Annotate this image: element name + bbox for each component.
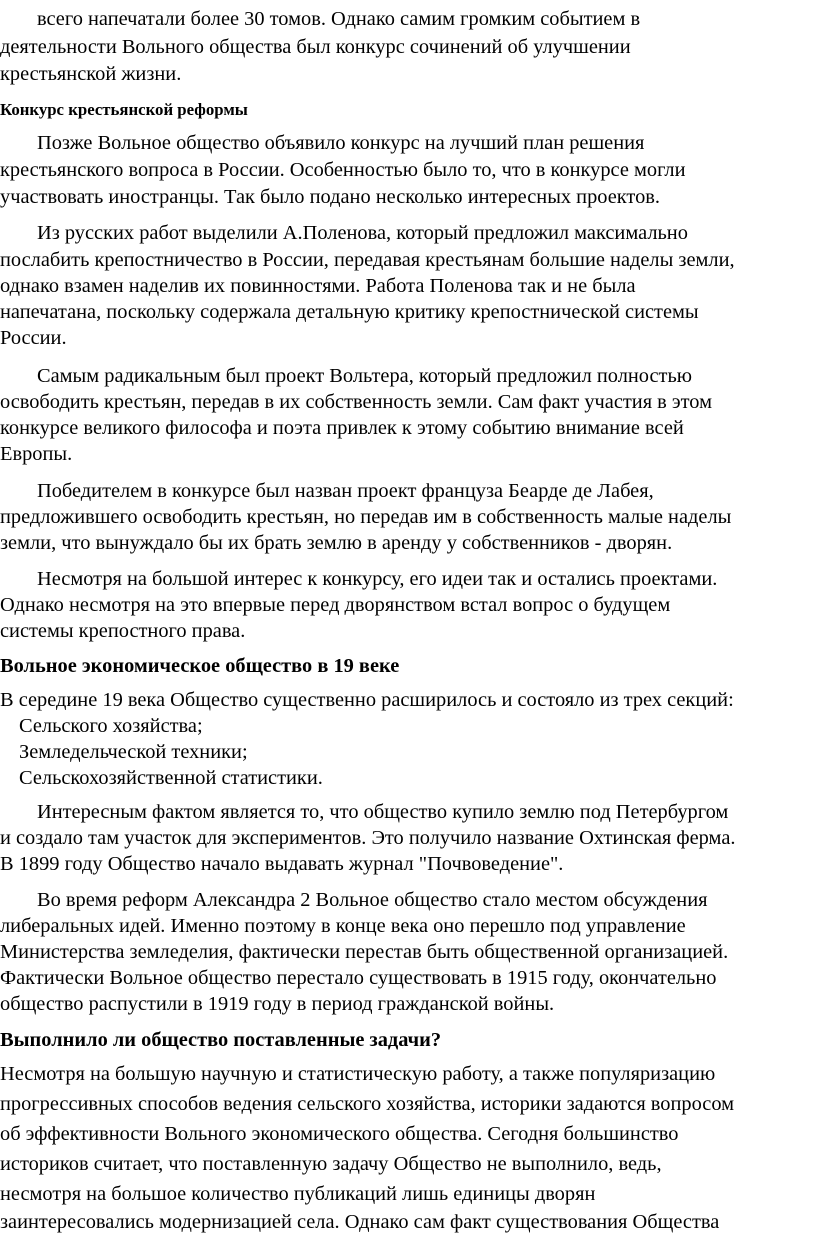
- paragraph-line: Во время реформ Александра 2 Вольное общество стало местом обсуждения: [37, 889, 708, 911]
- paragraph-line: Позже Вольное общество объявило конкурс на лучший план решения: [37, 132, 645, 154]
- paragraph-line: прогрессивных способов ведения сельского хозяйства, историки задаются вопросом: [0, 1093, 735, 1115]
- paragraph-line: крестьянской жизни.: [0, 63, 182, 85]
- paragraph-line: конкурсе великого философа и поэта привлек к этому событию внимание всей: [0, 417, 684, 439]
- list-item: Сельского хозяйства;: [19, 715, 203, 737]
- paragraph-line: Победителем в конкурсе был назван проект француза Беарде де Лабея,: [37, 480, 654, 502]
- paragraph-line: Самым радикальным был проект Вольтера, который предложил полностью: [37, 365, 692, 387]
- paragraph-line: участвовать иностранцы. Так было подано несколько интересных проектов.: [0, 186, 660, 208]
- paragraph-line: Интересным фактом является то, что общество купило землю под Петербургом: [37, 801, 729, 823]
- paragraph-line: напечатана, поскольку содержала детальную критику крепостнической системы: [0, 301, 699, 323]
- paragraph-line: Из русских работ выделили А.Поленова, который предложил максимально: [37, 222, 688, 244]
- paragraph-line: Несмотря на большой интерес к конкурсу, его идеи так и остались проектами.: [37, 568, 718, 590]
- paragraph-line: России.: [0, 327, 67, 349]
- paragraph-line: Несмотря на большую научную и статистическую работу, а также популяризацию: [0, 1063, 716, 1085]
- paragraph-line: об эффективности Вольного экономического общества. Сегодня большинство: [0, 1123, 679, 1145]
- section-heading: Выполнило ли общество поставленные задачи?: [0, 1029, 442, 1051]
- paragraph-line: Однако несмотря на это впервые перед дворянством встал вопрос о будущем: [0, 594, 671, 616]
- paragraph-line: историков считает, что поставленную задачу Общество не выполнило, ведь,: [0, 1153, 662, 1175]
- paragraph-line: Европы.: [0, 443, 73, 465]
- paragraph-line: системы крепостного права.: [0, 620, 246, 642]
- paragraph-line: общество распустили в 1919 году в период гражданской войны.: [0, 993, 555, 1015]
- paragraph-line: послабить крепостничество в России, передавая крестьянам большие наделы земли,: [0, 249, 735, 271]
- paragraph-line: несмотря на большое количество публикаций лишь единицы дворян: [0, 1183, 596, 1205]
- paragraph-line: всего напечатали более 30 томов. Однако самим громким событием в: [37, 8, 641, 30]
- paragraph-line: Министерства земледелия, фактически перестав быть общественной организацией.: [0, 941, 729, 963]
- paragraph-line: Фактически Вольное общество перестало существовать в 1915 году, окончательно: [0, 967, 717, 989]
- section-heading: Конкурс крестьянской реформы: [0, 100, 248, 119]
- section-heading: Вольное экономическое общество в 19 веке: [0, 655, 400, 677]
- paragraph-line: земли, что вынуждало бы их брать землю в аренду у собственников - дворян.: [0, 532, 673, 554]
- paragraph-line: В 1899 году Общество начало выдавать журнал "Почвоведение".: [0, 853, 564, 875]
- paragraph-line: и создало там участок для экспериментов. Это получило название Охтинская ферма.: [0, 827, 736, 849]
- paragraph-line: либеральных идей. Именно поэтому в конце века оно перешло под управление: [0, 915, 686, 937]
- paragraph-line: крестьянского вопроса в России. Особенностью было то, что в конкурсе могли: [0, 159, 686, 181]
- list-item: Сельскохозяйственной статистики.: [19, 767, 323, 789]
- paragraph-line: предложившего освободить крестьян, но передав им в собственность малые наделы: [0, 506, 732, 528]
- paragraph-line: деятельности Вольного общества был конкурс сочинений об улучшении: [0, 36, 631, 58]
- paragraph-line: В середине 19 века Общество существенно расширилось и состояло из трех секций:: [0, 689, 734, 711]
- paragraph-line: однако взамен наделив их повинностями. Работа Поленова так и не была: [0, 275, 636, 297]
- list-item: Земледельческой техники;: [19, 741, 248, 763]
- paragraph-line: освободить крестьян, передав в их собственность земли. Сам факт участия в этом: [0, 391, 712, 413]
- paragraph-line: заинтересовались модернизацией села. Однако сам факт существования Общества: [0, 1211, 720, 1233]
